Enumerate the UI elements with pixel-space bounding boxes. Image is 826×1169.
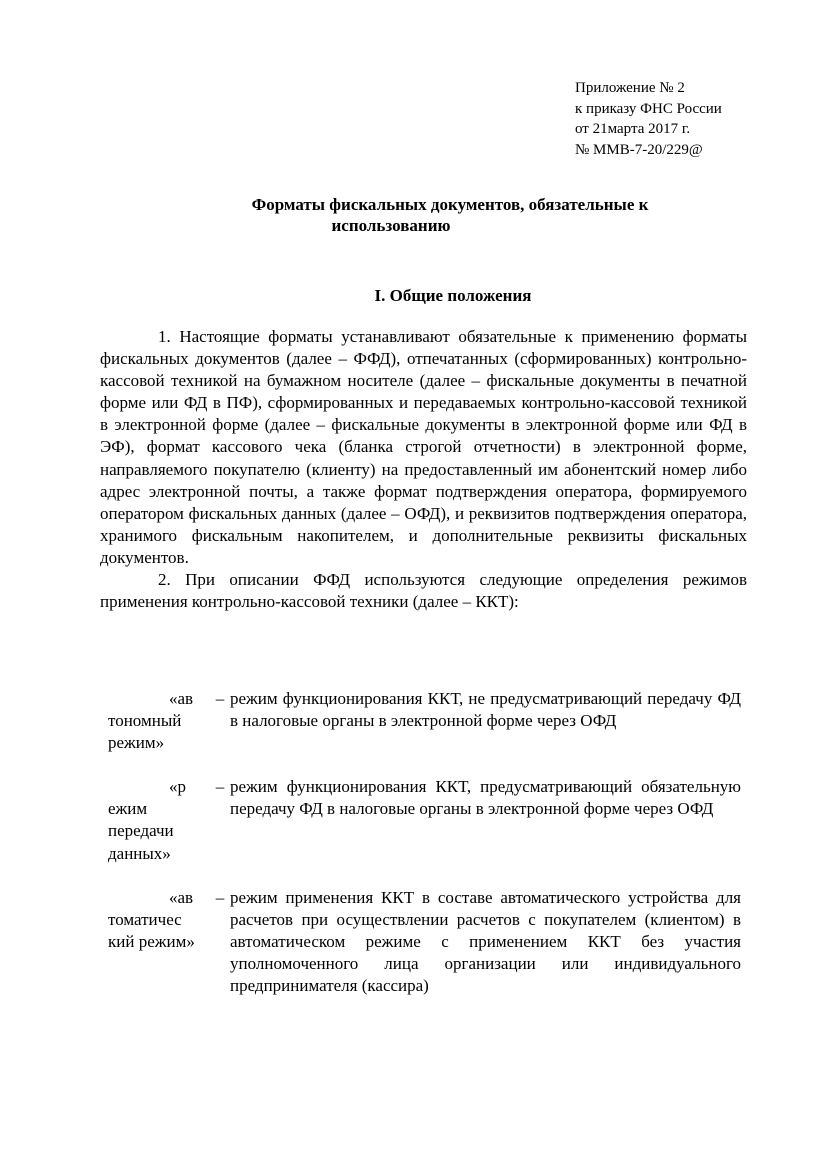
definition-term [100,688,210,754]
definition-description: режим функционирования ККТ, предусматривающий обязательную передачу ФД в налоговые органы в электронной форме через ОФД [230,777,741,819]
attachment-line-4: № ММВ-7-20/229@ [575,141,703,158]
definitions-table [100,688,747,997]
definition-description: режим применения ККТ в составе автоматического устройства для расчетов при осуществлении расчетов с покупателем (клиентом) в автоматическом режиме с применением ККТ без участия уполномоченного лица организации или индивидуального предпринимателя (кассира) [230,887,741,996]
attachment-header [575,78,722,160]
document-title-line-2: использованию [331,216,451,235]
definition-term-rest: тономный режим» [108,711,182,753]
definition-term-first: «р [169,777,186,797]
definition-term [100,887,210,997]
definition-term [100,776,210,864]
paragraph-2: 2. При описании ФФД используются следующие определения режимов применения контрольно-кассовой техники (далее – ККТ): [100,570,747,612]
definition-term-rest: томатичес кий режим» [108,909,195,951]
attachment-line-1: Приложение № 2 [575,80,685,96]
definition-row [100,776,747,864]
definition-dash: – [215,887,225,907]
paragraph-1: 1. Настоящие форматы устанавливают обязательные к применению форматы фискальных документов (далее – ФФД), отпечатанных (сформированных) контрольно-кассовой техникой на бумажном носителе (далее – фискальные документы в печатной форме или ФД в ПФ), сформированных и передаваемых контрольно-кассовой техникой в электронной форме (далее – фискальные документы в электронной форме или ФД в ЭФ), формат кассового чека (бланка строгой отчетности) в электронной форме, направляемого покупателю (клиенту) на предоставленный им абонентский номер либо адрес электронной почты, а также формат подтверждения оператора, формируемого оператором фискальных данных (далее – ОФД), и реквизитов подтверждения оператора, хранимого фискальным накопителем, и дополнительные реквизиты фискальных документов. [100,327,747,567]
document-title-line-1: Форматы фискальных документов, обязательные к [251,195,649,214]
definition-row [100,887,747,997]
definition-term-first: «ав [169,887,194,907]
document-title [190,194,710,236]
definition-term-rest: ежим передачи данных» [108,799,174,863]
attachment-line-3: от 21марта 2017 г. [575,121,691,137]
definition-term-first: «ав [169,689,194,708]
body-text [100,326,747,613]
definition-dash: – [215,689,225,708]
definition-description: режим функционирования ККТ, не предусматривающий передачу ФД в налоговые органы в электронной форме через ОФД [230,689,741,731]
section-title: I. Общие положения [374,286,532,305]
attachment-line-2: к приказу ФНС России [575,100,722,117]
definition-dash: – [215,777,225,797]
definition-row [100,688,747,754]
